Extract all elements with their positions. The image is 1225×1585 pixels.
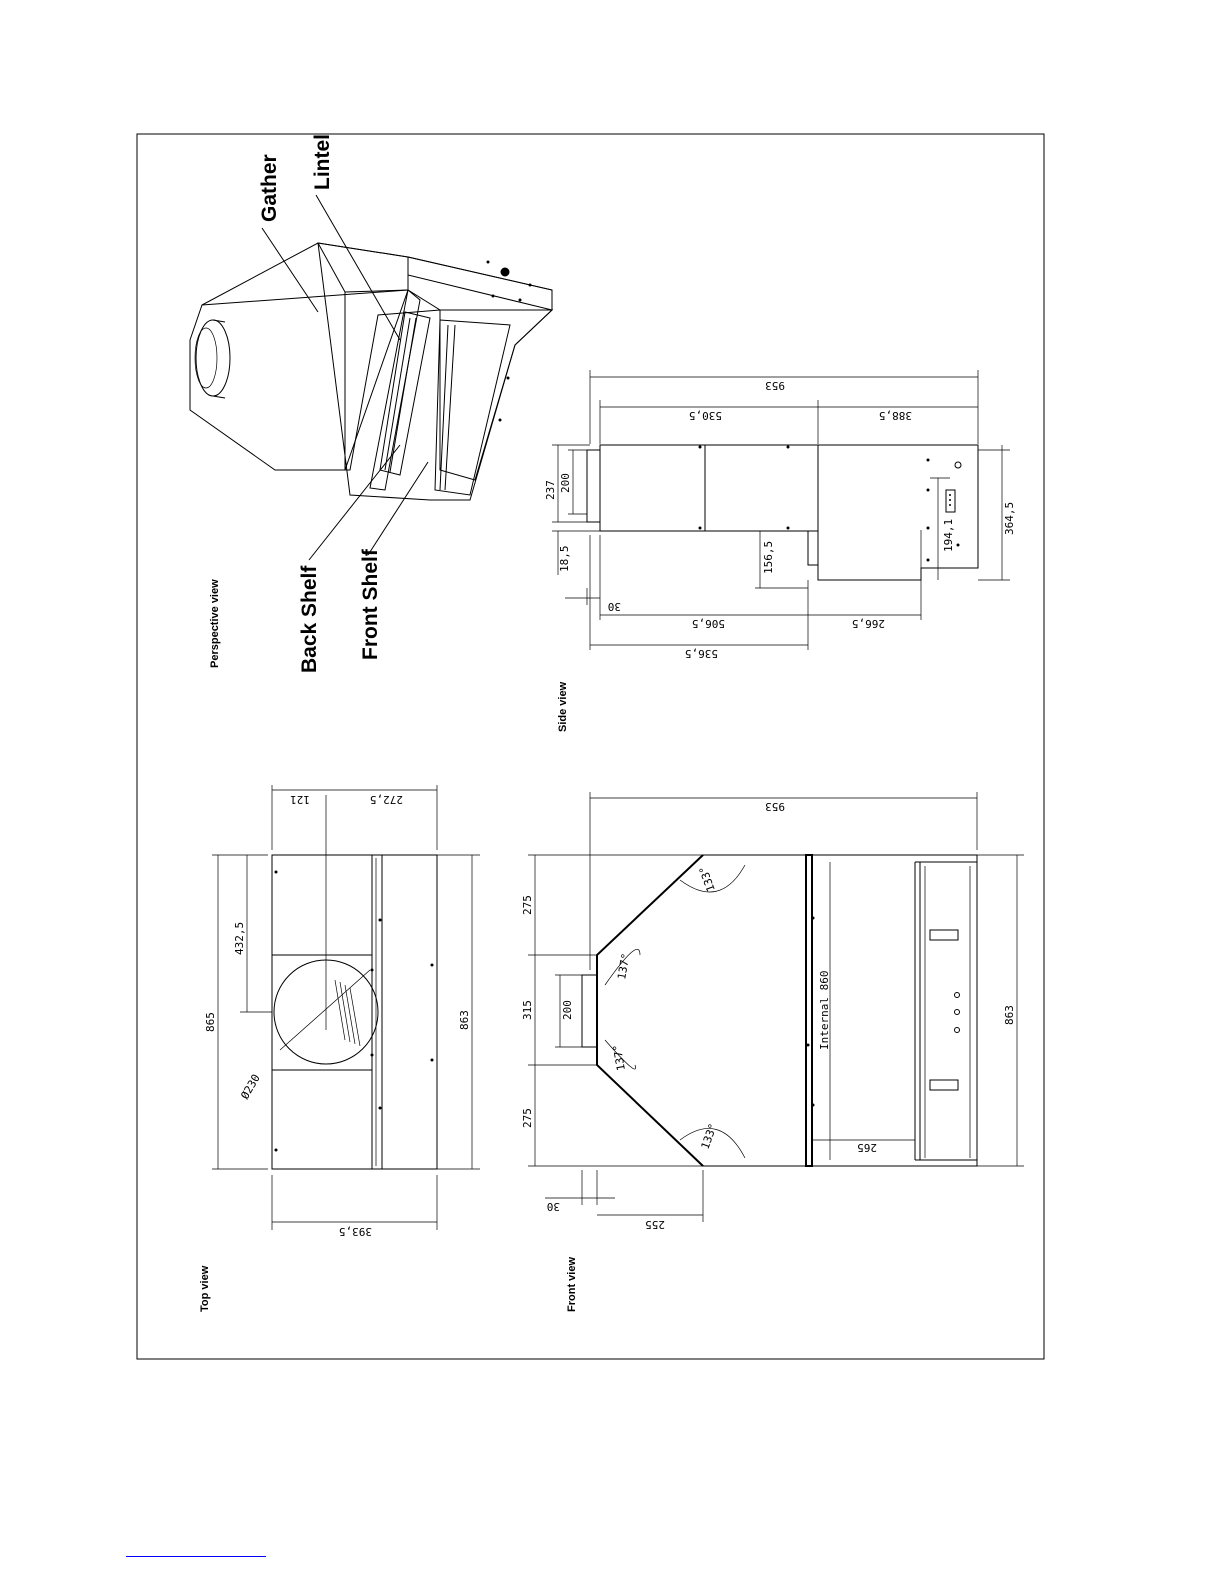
side-dim-364-5: 364,5 — [1003, 501, 1016, 535]
front-dim-863: 863 — [1003, 1005, 1016, 1025]
front-lintel — [806, 855, 812, 1166]
back-shelf-leader — [309, 445, 400, 560]
front-dim-953: 953 — [765, 800, 785, 813]
perspective-view — [190, 134, 552, 673]
footer-link-rule — [126, 1556, 266, 1557]
side-flue — [587, 450, 600, 522]
front-firebox — [812, 855, 977, 1166]
back-shelf-label: Back Shelf — [298, 565, 321, 673]
top-view — [199, 785, 480, 1312]
front-internal-860: Internal 860 — [818, 970, 831, 1050]
front-angle-133b: 133° — [698, 1121, 720, 1152]
side-dim-18-5: 18,5 — [558, 545, 571, 572]
front-angle-137a: 137° — [615, 952, 633, 981]
top-dim-121: 121 — [290, 793, 310, 806]
front-dim-30: 30 — [546, 1200, 560, 1213]
side-dim-506-5: 506,5 — [691, 617, 725, 630]
top-dim-863: 863 — [458, 1010, 471, 1030]
side-dim-194-1: 194,1 — [942, 518, 955, 552]
top-dim-865: 865 — [204, 1012, 217, 1032]
front-dim-275b: 275 — [521, 1108, 534, 1128]
side-view — [544, 370, 1016, 732]
front-dim-315: 315 — [521, 1000, 534, 1020]
side-dim-200: 200 — [559, 473, 572, 493]
front-bracket-2 — [930, 1080, 958, 1090]
side-dim-536-5: 536,5 — [684, 647, 718, 660]
side-dim-266-5: 266,5 — [851, 617, 885, 630]
side-dim-530-5: 530,5 — [688, 409, 722, 422]
side-dim-953: 953 — [765, 379, 785, 392]
top-dim-272-5: 272,5 — [369, 793, 403, 806]
top-dim-432-5: 432,5 — [233, 921, 246, 955]
side-dim-156-5: 156,5 — [762, 540, 775, 574]
front-shelf-leader — [368, 462, 428, 555]
side-view-label: Side view — [557, 681, 569, 732]
side-upper-body — [600, 445, 818, 531]
front-dim-275a: 275 — [521, 895, 534, 915]
top-dim-393-5: 393,5 — [338, 1225, 372, 1238]
gather-shape — [190, 243, 408, 470]
front-shelf-label: Front Shelf — [359, 549, 382, 660]
back-shelf-shape — [380, 312, 430, 475]
front-angle-137b: 137° — [610, 1043, 628, 1072]
top-view-label: Top view — [199, 1265, 211, 1312]
side-dim-30: 30 — [607, 600, 621, 613]
front-gather-profile — [597, 855, 703, 1166]
front-bracket-1 — [930, 930, 958, 940]
front-dim-265: 265 — [857, 1141, 877, 1154]
gather-label: Gather — [258, 154, 281, 222]
top-dim-230: Ø230 — [238, 1072, 263, 1102]
gather-leader — [262, 228, 318, 312]
front-flue-stub — [582, 975, 597, 1047]
front-dim-255: 255 — [645, 1218, 665, 1231]
side-dim-388-5: 388,5 — [878, 409, 912, 422]
front-view-label: Front view — [566, 1256, 578, 1312]
side-dim-237: 237 — [544, 480, 557, 500]
lintel-leader — [316, 195, 400, 340]
top-front-strip — [372, 855, 382, 1169]
perspective-view-label: Perspective view — [209, 579, 221, 668]
top-outline — [272, 855, 437, 1169]
lintel-label: Lintel — [311, 134, 334, 190]
front-dim-200: 200 — [561, 1000, 574, 1020]
drawing-border — [137, 134, 1044, 1359]
front-view — [521, 792, 1024, 1312]
front-angle-133a: 133° — [696, 864, 718, 894]
